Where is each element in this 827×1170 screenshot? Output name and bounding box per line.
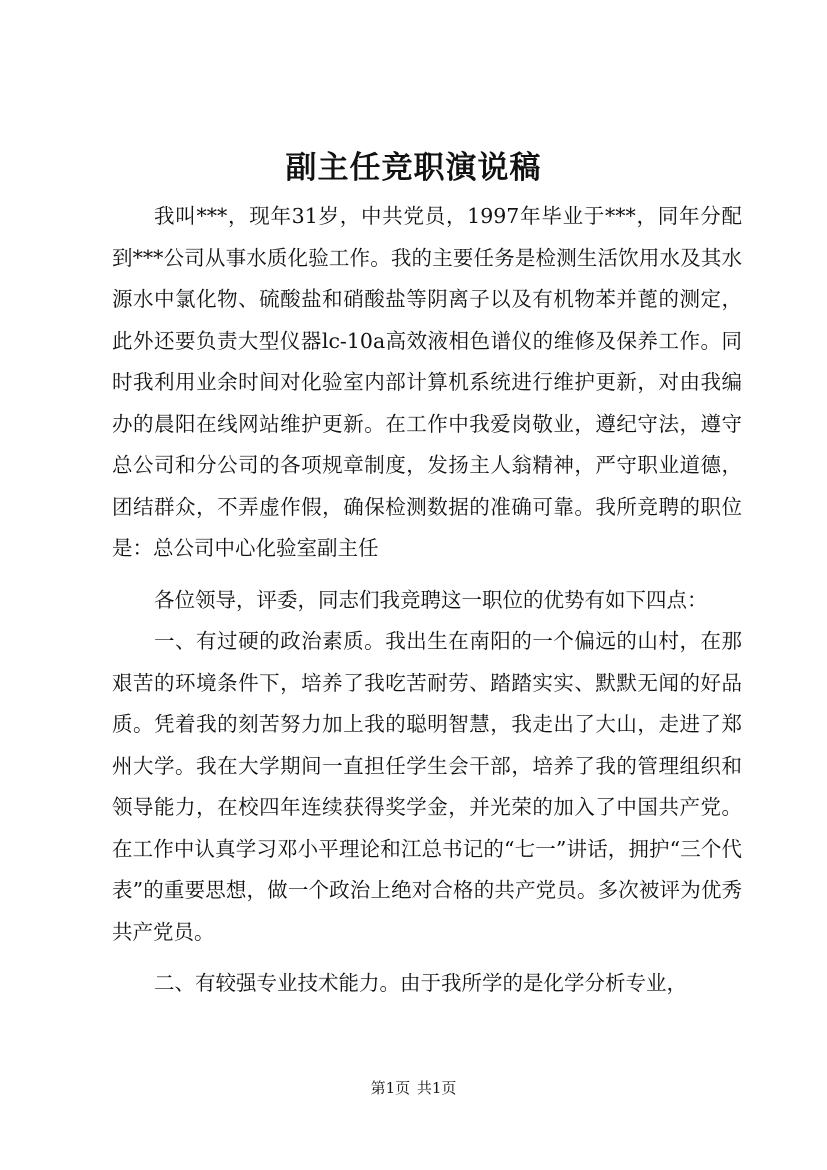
document-body bbox=[112, 196, 742, 1005]
paragraph-intro: 我叫***，现年31岁，中共党员，1997年毕业于***，同年分配到***公司从事水质化验工作。我的主要任务是检测生活饮用水及其水源水中氯化物、硫酸盐和硝酸盐等阴离子以及有机物苯并蓖的测定，此外还要负责大型仪器lc-10a高效液相色谱仪的维修及保养工作。同时我利用业余时间对化验室内部计算机系统进行维护更新，对由我编办的晨阳在线网站维护更新。在工作中我爱岗敬业，遵纪守法，遵守总公司和分公司的各项规章制度，发扬主人翁精神，严守职业道德，团结群众，不弄虚作假，确保检测数据的准确可靠。我所竞聘的职位是：总公司中心化验室副主任 bbox=[112, 204, 742, 560]
paragraph-technical-ability: 二、有较强专业技术能力。由于我所学的是化学分析专业， bbox=[154, 971, 687, 995]
page-footer bbox=[0, 1078, 827, 1098]
page-number: 第1页 bbox=[370, 1079, 411, 1097]
paragraph-political-quality: 一、有过硬的政治素质。我出生在南阳的一个偏远的山村，在那艰苦的环境条件下，培养了我吃苦耐劳、踏踏实实、默默无闻的好品质。凭着我的刻苦努力加上我的聪明智慧，我走出了大山，走进了郑州大学。我在大学期间一直担任学生会干部，培养了我的管理组织和领导能力，在校四年连续获得奖学金，并光荣的加入了中国共产党。在工作中认真学习邓小平理论和江总书记的“七一”讲话，拥护“三个代表”的重要思想，做一个政治上绝对合格的共产党员。多次被评为优秀共产党员。 bbox=[112, 629, 742, 944]
document-title: 副主任竞职演说稿 bbox=[285, 150, 542, 186]
total-pages: 共1页 bbox=[416, 1079, 457, 1097]
paragraph-advantages-intro: 各位领导，评委，同志们我竞聘这一职位的优势有如下四点： bbox=[154, 587, 708, 612]
